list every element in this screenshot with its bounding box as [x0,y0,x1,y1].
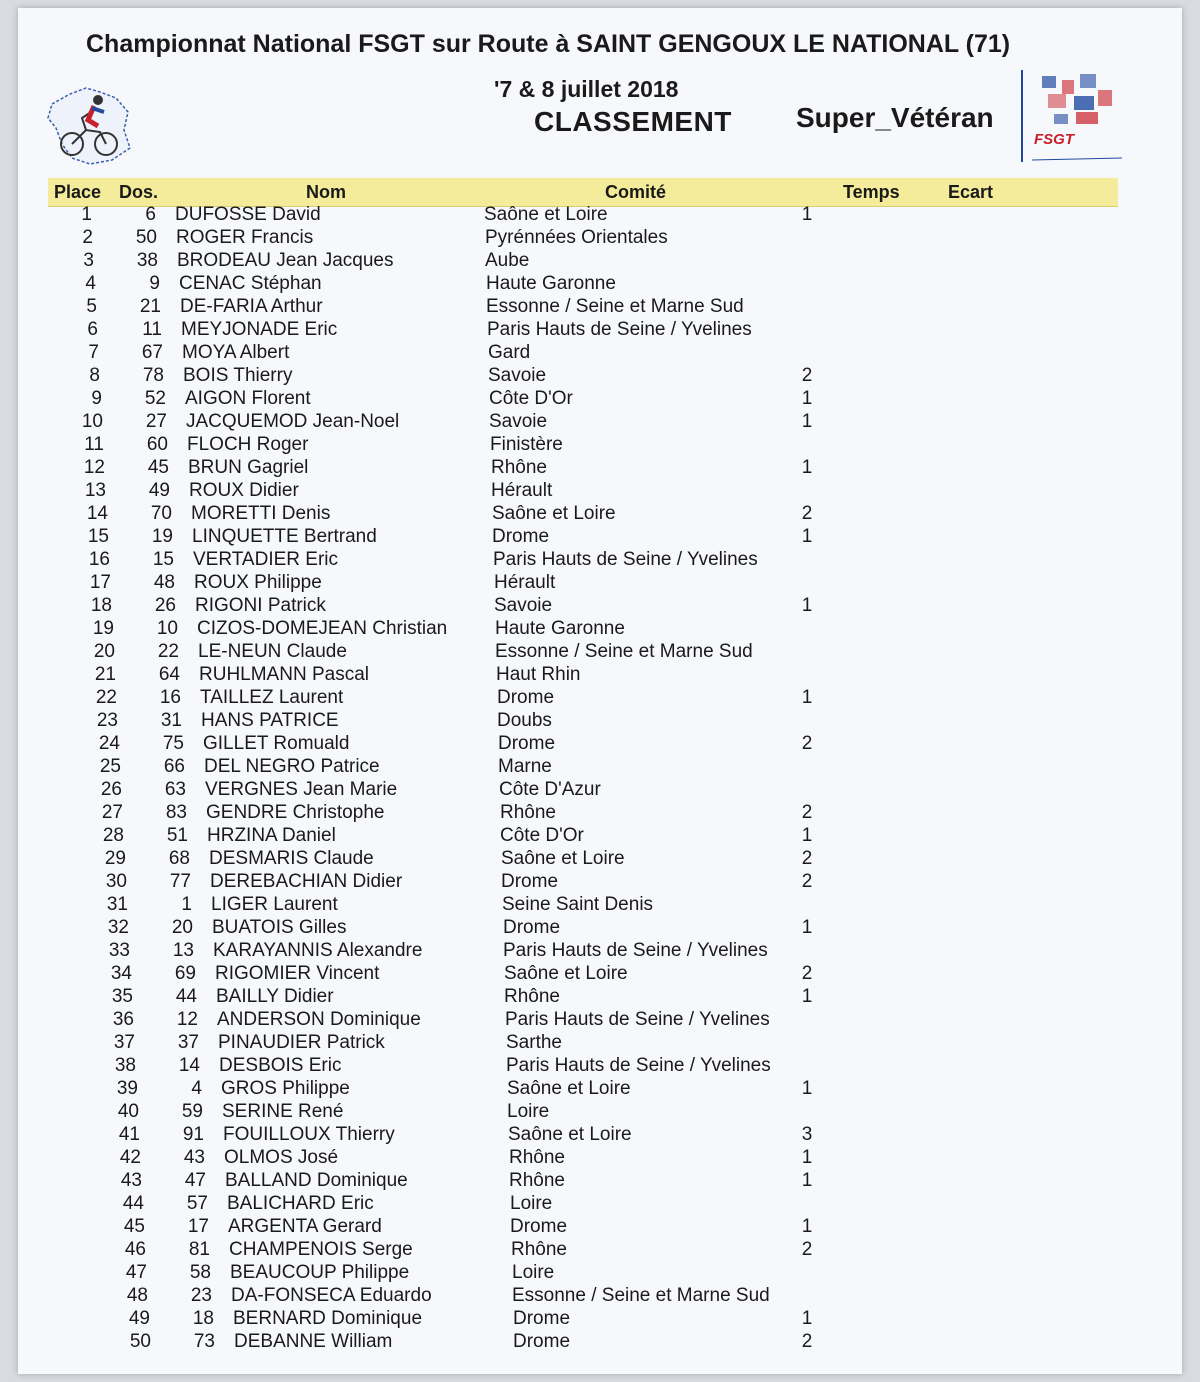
table-row [18,687,1182,709]
cell-nom: DEBANNE William [234,1331,393,1352]
cell-place: 9 [91,388,102,409]
cell-dos: 1 [181,894,192,915]
table-row [18,1101,1182,1123]
table-row [18,434,1182,456]
cell-dos: 67 [141,342,163,363]
cell-comite: Loire [510,1193,553,1214]
cell-place: 27 [101,802,123,823]
cell-comite: Essonne / Seine et Marne Sud [512,1285,770,1306]
cell-dos: 21 [139,296,161,317]
cell-place: 50 [129,1331,151,1352]
table-row [18,457,1182,479]
cell-ecart: 1 [801,687,813,708]
table-row [18,641,1182,663]
cell-nom: FLOCH Roger [187,434,309,455]
cell-place: 4 [85,273,96,294]
cell-comite: Saône et Loire [504,963,628,984]
cell-nom: BOIS Thierry [183,365,293,386]
cell-dos: 38 [136,250,158,271]
cell-comite: Saône et Loire [501,848,625,869]
cell-dos: 19 [151,526,173,547]
cell-place: 36 [112,1009,134,1030]
cell-place: 39 [116,1078,138,1099]
cell-place: 34 [110,963,132,984]
table-row [18,894,1182,916]
table-row [18,756,1182,778]
cell-comite: Hérault [491,480,553,501]
table-row [18,411,1182,433]
cell-dos: 50 [135,227,157,248]
table-row [18,1262,1182,1284]
cell-place: 41 [118,1124,140,1145]
cell-nom: GENDRE Christophe [206,802,385,823]
table-row [18,1170,1182,1192]
column-dos: Dos. [119,182,159,202]
cell-comite: Paris Hauts de Seine / Yvelines [506,1055,771,1076]
cell-dos: 16 [159,687,181,708]
table-row [18,1078,1182,1100]
cell-nom: LE-NEUN Claude [198,641,347,662]
cell-comite: Loire [512,1262,555,1283]
cell-dos: 77 [169,871,191,892]
cell-dos: 26 [154,595,176,616]
table-row [18,526,1182,548]
cell-place: 19 [92,618,114,639]
table-row [18,1055,1182,1077]
cell-dos: 78 [142,365,164,386]
cell-comite: Loire [507,1101,550,1122]
cell-place: 8 [89,365,100,386]
cell-dos: 11 [142,319,162,340]
table-row [18,963,1182,985]
cell-nom: LIGER Laurent [211,894,338,915]
event-date: '7 & 8 juillet 2018 [494,76,679,102]
cell-place: 7 [88,342,99,363]
fsgt-logo [1018,66,1126,166]
cell-comite: Drome [510,1216,568,1237]
cell-nom: DA-FONSECA Eduardo [231,1285,432,1306]
cell-comite: Haut Rhin [496,664,581,685]
cell-nom: ROGER Francis [176,227,314,248]
cell-comite: Côte D'Or [500,825,584,846]
table-row [18,664,1182,686]
cell-nom: KARAYANNIS Alexandre [213,940,423,961]
cell-comite: Drome [513,1331,571,1352]
cell-place: 16 [88,549,110,570]
cell-nom: VERTADIER Eric [193,549,338,570]
table-row [18,1285,1182,1307]
cell-nom: BRUN Gagriel [188,457,309,478]
table-row [18,825,1182,847]
table-row [18,273,1182,295]
cell-place: 23 [96,710,118,731]
table-row [18,595,1182,617]
cell-nom: DESBOIS Eric [219,1055,342,1076]
cell-ecart: 1 [801,388,813,409]
cell-comite: Rhône [509,1147,565,1168]
cell-comite: Savoie [488,365,547,386]
cell-dos: 15 [152,549,174,570]
cell-dos: 6 [145,204,156,225]
cell-comite: Rhône [511,1239,567,1260]
cell-nom: CHAMPENOIS Serge [229,1239,413,1260]
cell-comite: Saône et Loire [507,1078,631,1099]
cell-nom: BEAUCOUP Philippe [230,1262,410,1283]
cell-place: 26 [100,779,122,800]
cell-comite: Doubs [497,710,552,731]
cell-ecart: 1 [801,1308,813,1329]
cell-nom: ARGENTA Gerard [228,1216,382,1237]
cell-comite: Rhône [500,802,556,823]
cell-ecart: 2 [801,733,813,754]
cell-dos: 13 [172,940,194,961]
cell-nom: BRODEAU Jean Jacques [177,250,394,271]
cell-dos: 45 [147,457,169,478]
cell-nom: MOYA Albert [182,342,290,363]
cell-nom: BALICHARD Eric [227,1193,374,1214]
cell-place: 42 [119,1147,141,1168]
table-row [18,503,1182,525]
cell-place: 31 [106,894,128,915]
table-row [18,1009,1182,1031]
cell-comite: Savoie [489,411,548,432]
cell-nom: RIGONI Patrick [195,595,326,616]
cell-ecart: 1 [801,595,813,616]
cell-nom: PINAUDIER Patrick [218,1032,385,1053]
cell-nom: OLMOS José [224,1147,339,1168]
cell-place: 10 [81,411,103,432]
cell-place: 18 [90,595,112,616]
cell-ecart: 1 [801,825,813,846]
cell-nom: ROUX Didier [189,480,299,501]
cell-nom: FOUILLOUX Thierry [223,1124,395,1145]
cell-place: 25 [99,756,121,777]
cell-comite: Finistère [490,434,563,455]
cell-dos: 31 [160,710,182,731]
cell-place: 32 [107,917,129,938]
cell-comite: Paris Hauts de Seine / Yvelines [493,549,758,570]
cell-nom: BUATOIS Gilles [212,917,347,938]
cell-dos: 47 [184,1170,206,1191]
cell-dos: 66 [163,756,185,777]
column-nom: Nom [306,182,346,202]
cell-dos: 9 [149,273,160,294]
page-title: Championnat National FSGT sur Route à SAINT GENGOUX LE NATIONAL (71) [86,30,1011,58]
cell-comite: Paris Hauts de Seine / Yvelines [487,319,752,340]
cell-dos: 51 [166,825,188,846]
table-row [18,480,1182,502]
cell-nom: VERGNES Jean Marie [205,779,398,800]
cell-dos: 81 [188,1239,210,1260]
cell-place: 22 [95,687,117,708]
cell-place: 15 [87,526,109,547]
cell-place: 43 [120,1170,142,1191]
cell-dos: 4 [191,1078,202,1099]
cell-place: 6 [87,319,98,340]
cell-place: 49 [128,1308,150,1329]
cell-comite: Essonne / Seine et Marne Sud [486,296,744,317]
cell-nom: HANS PATRICE [201,710,339,731]
results-sheet [18,8,1182,1374]
cell-place: 3 [83,250,94,271]
cell-dos: 69 [174,963,196,984]
cell-dos: 14 [178,1055,200,1076]
cell-dos: 70 [150,503,172,524]
cell-comite: Paris Hauts de Seine / Yvelines [503,940,768,961]
table-row [18,1331,1182,1353]
cell-nom: ANDERSON Dominique [217,1009,421,1030]
cell-ecart: 1 [801,1147,813,1168]
cell-nom: ROUX Philippe [194,572,322,593]
cell-comite: Gard [488,342,531,363]
cell-place: 13 [84,480,106,501]
cell-ecart: 1 [801,917,813,938]
cell-place: 5 [86,296,97,317]
cell-nom: TAILLEZ Laurent [200,687,344,708]
cell-comite: Rhône [509,1170,565,1191]
cell-dos: 37 [177,1032,199,1053]
cell-comite: Drome [492,526,550,547]
table-row [18,710,1182,732]
table-row [18,572,1182,594]
cell-comite: Haute Garonne [495,618,625,639]
cell-dos: 44 [175,986,197,1007]
cell-ecart: 2 [801,848,813,869]
cell-nom: AIGON Florent [185,388,311,409]
cell-place: 24 [98,733,120,754]
cell-dos: 73 [193,1331,215,1352]
table-row [18,848,1182,870]
cell-ecart: 2 [801,365,813,386]
cell-place: 46 [124,1239,146,1260]
cell-dos: 22 [157,641,179,662]
cell-place: 21 [94,664,116,685]
table-row [18,986,1182,1008]
cell-nom: DEL NEGRO Patrice [204,756,380,777]
cell-ecart: 1 [801,1216,813,1237]
cell-place: 12 [83,457,105,478]
cell-place: 17 [89,572,111,593]
cell-nom: MEYJONADE Eric [181,319,338,340]
fsgt-logo-text: FSGT [1034,131,1074,148]
cell-dos: 57 [186,1193,208,1214]
cell-nom: GROS Philippe [221,1078,350,1099]
cell-comite: Drome [497,687,555,708]
cell-ecart: 1 [801,204,813,225]
cell-comite: Paris Hauts de Seine / Yvelines [505,1009,770,1030]
table-row [18,1032,1182,1054]
cell-ecart: 1 [801,1078,813,1099]
cell-dos: 59 [181,1101,203,1122]
cell-comite: Côte D'Or [489,388,573,409]
cell-ecart: 1 [801,1170,813,1191]
table-row [18,940,1182,962]
table-row [18,733,1182,755]
cell-nom: MORETTI Denis [191,503,331,524]
table-row [18,1216,1182,1238]
cell-ecart: 3 [801,1124,813,1145]
cell-nom: DEREBACHIAN Didier [210,871,403,892]
column-place: Place [54,182,102,202]
cell-place: 44 [122,1193,144,1214]
cell-comite: Marne [498,756,552,777]
table-row [18,1308,1182,1330]
cell-dos: 60 [146,434,168,455]
cell-nom: DUFOSSE David [175,204,321,225]
table-row [18,296,1182,318]
table-row [18,1239,1182,1261]
cell-place: 1 [81,204,92,225]
cell-place: 35 [111,986,133,1007]
cell-nom: RIGOMIER Vincent [215,963,380,984]
cell-comite: Rhône [491,457,547,478]
cell-dos: 68 [168,848,190,869]
cell-ecart: 2 [801,1331,813,1352]
table-row [18,802,1182,824]
cell-dos: 10 [156,618,178,639]
cell-ecart: 2 [801,503,813,524]
category-label: Super_Vétéran [796,102,994,133]
cell-nom: BAILLY Didier [216,986,334,1007]
table-row [18,227,1182,249]
cell-dos: 91 [182,1124,204,1145]
cell-dos: 12 [176,1009,198,1030]
cell-comite: Aube [485,250,530,271]
table-row [18,388,1182,410]
column-comite: Comité [605,182,667,202]
cell-comite: Drome [501,871,559,892]
cell-nom: BERNARD Dominique [233,1308,423,1329]
classement-heading: CLASSEMENT [534,106,732,137]
cell-dos: 18 [192,1308,214,1329]
cell-dos: 48 [153,572,175,593]
cell-dos: 63 [164,779,186,800]
table-row [18,779,1182,801]
cell-place: 28 [102,825,124,846]
cell-comite: Saône et Loire [484,204,608,225]
cell-place: 40 [117,1101,139,1122]
cell-dos: 49 [148,480,170,501]
cell-nom: DESMARIS Claude [209,848,374,869]
cell-comite: Saône et Loire [508,1124,632,1145]
cell-comite: Rhône [504,986,560,1007]
cell-ecart: 2 [801,1239,813,1260]
table-row [18,342,1182,364]
table-header [48,178,1118,207]
cell-nom: CIZOS-DOMEJEAN Christian [197,618,448,639]
cell-comite: Côte D'Azur [499,779,601,800]
cell-dos: 27 [145,411,167,432]
cell-nom: HRZINA Daniel [207,825,336,846]
cell-comite: Drome [513,1308,571,1329]
cell-nom: RUHLMANN Pascal [199,664,369,685]
cell-nom: DE-FARIA Arthur [180,296,323,317]
cell-place: 11 [84,434,104,455]
table-row [18,871,1182,893]
cell-comite: Pyrénnées Orientales [485,227,668,248]
cell-comite: Hérault [494,572,556,593]
cell-place: 14 [86,503,108,524]
cell-comite: Seine Saint Denis [502,894,654,915]
cell-ecart: 1 [801,986,813,1007]
cell-comite: Essonne / Seine et Marne Sud [495,641,753,662]
cell-ecart: 1 [801,526,813,547]
cell-dos: 17 [187,1216,209,1237]
cell-ecart: 1 [801,411,813,432]
cell-nom: SERINE René [222,1101,344,1122]
cell-ecart: 2 [801,871,813,892]
cell-place: 48 [126,1285,148,1306]
cell-nom: BALLAND Dominique [225,1170,408,1191]
cell-dos: 23 [190,1285,212,1306]
cell-ecart: 1 [801,457,813,478]
cell-comite: Saône et Loire [492,503,616,524]
cell-place: 45 [123,1216,145,1237]
cell-comite: Sarthe [506,1032,562,1053]
cell-nom: JACQUEMOD Jean-Noel [186,411,400,432]
cell-nom: GILLET Romuald [203,733,350,754]
cell-dos: 20 [171,917,193,938]
cell-place: 33 [108,940,130,961]
cell-comite: Drome [498,733,556,754]
cell-nom: LINQUETTE Bertrand [192,526,377,547]
cell-dos: 83 [165,802,187,823]
table-row [18,917,1182,939]
cell-place: 20 [93,641,115,662]
cell-dos: 43 [183,1147,205,1168]
cell-place: 38 [114,1055,136,1076]
table-row [18,1147,1182,1169]
cyclist-france-map-logo [42,74,138,170]
table-row [18,365,1182,387]
table-row [18,549,1182,571]
table-row [18,204,1182,226]
table-row [18,319,1182,341]
column-temps: Temps [843,182,900,202]
table-row [18,618,1182,640]
cell-dos: 52 [144,388,166,409]
cell-ecart: 2 [801,802,813,823]
cell-place: 2 [82,227,93,248]
cell-place: 29 [104,848,126,869]
cell-nom: CENAC Stéphan [179,273,322,294]
table-row [18,1124,1182,1146]
table-row [18,1193,1182,1215]
cell-place: 47 [125,1262,147,1283]
cell-comite: Haute Garonne [486,273,616,294]
cell-dos: 58 [189,1262,211,1283]
table-row [18,250,1182,272]
cell-comite: Drome [503,917,561,938]
cell-dos: 64 [158,664,180,685]
column-ecart: Ecart [948,182,994,202]
cell-dos: 75 [162,733,184,754]
cell-comite: Savoie [494,595,553,616]
cell-place: 37 [113,1032,135,1053]
cell-place: 30 [105,871,127,892]
cell-ecart: 2 [801,963,813,984]
